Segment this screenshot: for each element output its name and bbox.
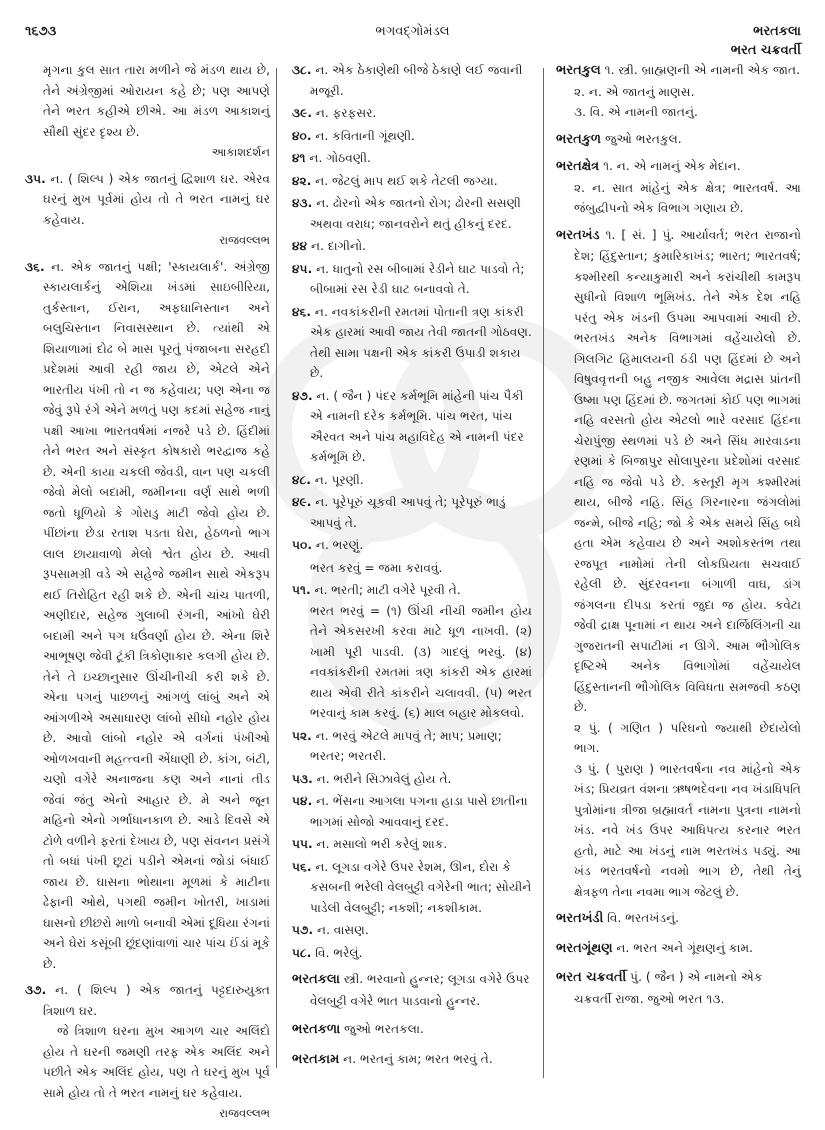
sense-number: ૫૩. — [292, 771, 313, 786]
sense-text: ન. ધાતુનો રસ બીબામાં રેડીને ઘાટ પાડવો તે; બીબામાં રસ રેડી ઘાટ બનાવવો તે. — [310, 261, 525, 296]
sense-entry — [292, 857, 532, 919]
sense-text: વિ. ભરેલું. — [315, 945, 363, 960]
headword-entry — [292, 969, 532, 1011]
sense-number: ૪૧ — [292, 151, 306, 165]
definition-text: પું. ( જૈન ) એ નામનો એક ચક્રવર્તી રાજા. જુઓ ભરત ૧૩. — [574, 970, 763, 1006]
sense-number: ૪૩. — [292, 196, 313, 210]
sense-text: ન. વાસણ. — [316, 923, 369, 937]
sense-entry — [292, 470, 532, 491]
sense-text: ન. જેટલું માપ થઈ શકે તેટલી જગ્યા. — [315, 173, 498, 188]
headword-entry-bharatkshetra — [556, 156, 801, 219]
sense-entry — [292, 148, 532, 169]
headword-entry — [556, 938, 801, 960]
sense-number: ૩૬. — [25, 259, 45, 274]
sense-number: ૪૬. — [292, 304, 312, 319]
sense-number: ૩૮. — [292, 63, 312, 77]
sense-text: ન. ભરીને સિઝાવેલું હોય તે. — [316, 771, 452, 786]
sense-text: ન. ( જૈન ) પંદર કર્મભૂમિ માંહેની પાંચ પૈકી એ નામની દરેક કર્મભૂમિ. પાંચ ભરત, પાંચ ઐરવત અને પાંચ મહાવિદેહ એ નામની પંદર કર્મભૂમિ છે. — [310, 388, 524, 464]
sense-entry — [292, 386, 532, 468]
sense-number: ૩૭. — [25, 983, 47, 997]
headword: ભરતકલા — [292, 972, 340, 987]
headword-entry — [556, 908, 801, 930]
sense-entry — [292, 103, 532, 124]
citation-source: રાજવલ્લભ — [219, 233, 270, 247]
page-number: ૧૬૭૩ — [25, 24, 57, 39]
sense-entry-51 — [292, 580, 532, 601]
sense-text: ૧. [ સં. ] પું. આર્યાવર્ત; ભરત રાજાનો દેશ; હિંદુસ્તાન; કુમારિકાખંડ; ભારત; ભારતવર્ષ; કશ્મીરથી કન્યાકુમારી અને કરાંચીથી કામરૂપ સુધીનો વિશાળ ભૂમિખંડ. તેને એક દેશ નહિ પરંતુ એક ખંડની ઉપમા આપવામાં આવી છે. ભરતખંડ અનેક વિભાગમાં વહેંચાયેલો છે. ગિલગિટ હિમાલયની ઠંડી પણ હિંદમાં છે અને વિષુવવૃત્તની બહુ નજીક આવેલા મદ્રાસ પ્રાંતની ઉષ્મા પણ હિંદમાં છે. જગતમાં કોઈ પણ ભાગમાં નહિ વરસતો હોય એટલો ભારે વરસાદ હિંદના ચેરાપુંજી સ્થળમાં પડે છે અને સિંધ મારવાડના રણમાં કે બિજાપુર સોલાપુરના પ્રદેશોમાં વરસાદ નહિ જ જેવો પડે છે. કસ્તૂરી મૃગ કશ્મીરમાં થાય, બીજે નહિ. સિંહ ગિરનારના જંગલોમાં જન્મે, બીજે નહિ; જો કે એક સમયે સિંહ બધે હતા એમ કહેવાય છે અને અશોકસ્તંભ તથા રજપૂત નામોમાં તેની લોકપ્રિયતા સચવાઈ રહેલી છે. સુંદરવનના બંગાળી વાઘ, ડાંગ જંગલના દીપડા કરતાં જુદા જ હોય. કવેટા જેવી દ્રાક્ષ પૂનામાં ન થાય અને દાર્જિલિંગની ચા ગુજરાતની સપાટીમાં ન ઊગે. આમ ભૌગોલિક દૃષ્ટિએ અનેક વિભાગોમાં વહેંચાયેલ હિંદુસ્તાનની ભૌગોલિક વિવિધતા સમજવી કઠણ છે. — [574, 227, 801, 714]
definition-text: જુઓ ભરતકલા. — [344, 1022, 424, 1036]
sense-text: ૧. સ્ત્રી. બ્રાહ્મણની એ નામની એક જાત. — [604, 63, 800, 77]
sense-text: ન. દાગીનો. — [311, 239, 367, 253]
sense-text: ન. ભેંસના આગલા પગના હાડા પાસે છાતીના ભાગમાં સોજો આવવાનું દરદ. — [310, 794, 528, 829]
sense-text: ૨ પું. ( ગણિત ) પરિઘનો જ્યાથી છેદાયેલો ભાગ. — [574, 720, 801, 755]
column-middle — [292, 60, 532, 1078]
sense-number: ૪૪ — [292, 239, 308, 253]
sense-entry — [292, 60, 532, 101]
sense-text: ન. પૂરણી. — [314, 472, 364, 487]
sense-text: ન. કવિતાની ગૂંથણી. — [315, 128, 415, 143]
sense-text: ન. પૂરેપૂરું ચૂકવી આપવું તે; પૂરેપૂરું ભાડું આપવું તે. — [310, 495, 506, 530]
headword: ભરતગૂંથણ — [556, 940, 613, 956]
sense-entry — [292, 126, 532, 147]
sense-entry-37 — [25, 980, 270, 1124]
sense-number: ૪૯. — [292, 495, 312, 509]
sense-number: ૪૭. — [292, 388, 313, 403]
sense-text: ૨. ન. એ જાતનું માણસ. — [574, 84, 695, 99]
sense-text: ન. નવકાંકરીની રમતમાં પોતાની ત્રણ કાંકરી એક હારમાં આવી જાય તેવી જાતની ગોઠવણ. તેથી સામા પક્ષની એક કાંકરી ઉપાડી શકાય છે. — [310, 304, 532, 380]
sense-entry-36 — [25, 257, 270, 975]
guide-last-word: ભરત ચક્રવર્તી — [730, 43, 801, 58]
sense-number: ૪૮. — [292, 472, 311, 487]
sense-number: ૫૪. — [292, 794, 313, 808]
guide-first-word: ભરતકલા — [753, 24, 801, 39]
cross-reference: જુઓ ભરતકુલ. — [604, 131, 682, 146]
headword: ભરતખંડી — [556, 911, 604, 926]
headword: ભરતક્ષેત્ર — [556, 159, 600, 174]
sense-text: ન. એક જાતનું પક્ષી; 'સ્કાયલાર્ક'. અંગ્રેજી સ્કાયલાર્કનું એશિયા ખંડમાં સાઇબીરિયા, તુર્કસ્તાન, ઈરાન, અફઘાનિસ્તાન અને બલુચિસ્તાન નિવાસસ્થાન છે. ત્યાંથી એ શિયાળામાં દોઢ બે માસ પૂરતું પંજાબના સરહદી પ્રદેશમાં આવી રહી જાય છે, એટલે એને ભારતીય પંખી તો ન જ કહેવાય; પણ એના જ જેવું રૂપે રંગે એને મળતું પણ કદમાં સહેજ નાનું પક્ષી આખા ભારતવર્ષમાં નજરે પડે છે. હિંદીમાં તેને ભરત અને સંસ્કૃત કોષકારો ભરદ્વાજ કહે છે. એની કાયા ચકલી જેવડી, વાન પણ ચકલી જેવો મેલો બદામી, જમીનના વર્ણ સાથે ભળી જતો ધૂળિયો કે ગોરાડુ માટી જેવો હોય છે. પીંછાંના છેડા રતાશ પડતા ઘેરા, હેઠળનો ભાગ લાલ છાયાવાળો મેલો શ્વેત હોય છે. આવી રૂપસામગ્રી વડે એ સહેજે જમીન સાથે એકરૂપ થઈ તિરોહિત રહી શકે છે. એની ચાંચ પાતળી, અણીદાર, સહેજ ગુલાબી રંગની, આંખો ઘેરી બદામી અને પગ ધઉંવર્ણા હોય છે. એના શિરે આભૂષણ જેવી ટૂંકી ત્રિકોણાકાર કલગી હોય છે. તેને તે ઇચ્છાનુસાર ઊંચીનીચી કરી શકે છે. એના પગનું પાછળનું આંગળું લાંબું અને એ આંગળીએ અસાધારણ લાંબો સીધો નહોર હોય છે. આવો લાંબો નહોર એ વર્ગનાં પંખીઓ ઓળખવાની મહત્ત્વની એંધાણી છે. કાંગ, બંટી, ચણો વગેરે અનાજના કણ અને નાનાં તીડ જેવાં જંતુ એનો આહાર છે. મે અને જૂન મહિનો એનો ગર્ભાધાનકાળ છે. આડે દિવસે એ ટોળે વળીને ફરતાં દેખાય છે, પણ સંવનન પ્રસંગે તો બધાં પંખી છૂટાં પડીને એમનાં જોડાં બંધાઈ જાય છે. ઘાસના ભોથાના મૂળમાં કે માટીના ઢેફાની ઓથે, પગથી જમીન ખોતરી, ખાડામાં ઘાસનો છીછરો માળો બનાવી એમાં દૂધિયા રંગનાં અને ઘેરાં કસૂંબી છૂંદણાંવાળાં ચાર પાંચ ઈંડાં મૂકે છે. — [43, 259, 270, 971]
headword: ભરતખંડ — [556, 227, 600, 243]
sense-entry — [292, 769, 532, 790]
headword-entry — [292, 1049, 532, 1071]
headword-entry — [292, 1019, 532, 1041]
headword-entry — [556, 967, 801, 1009]
sense-text: ન. ભરવું એટલે માપવું તે; માપ; પ્રમાણ; ભરતર; ભરતરી. — [310, 728, 502, 763]
headword-entry-bharatkul-alt — [556, 129, 801, 151]
headword-entry-bharatkhand — [556, 225, 801, 903]
sense-text: ૨. ન. સાત માંહેનું એક ક્ષેત્ર; ભારતવર્ષ. આ જંબુદ્વીપનો એક વિભાગ ગણાય છે. — [574, 180, 801, 215]
sense-entry — [292, 726, 532, 767]
citation-source: આકાશદર્શન — [211, 145, 270, 159]
sense-text: ન. ભરણું. — [315, 538, 364, 552]
sense-text: ન. એક ઠેકાણેથી બીજે ઠેકાણે લઈ જવાની મજૂરી. — [310, 63, 523, 98]
running-title: ભગવદ્ગોમંડલ — [375, 24, 450, 39]
sense-number: ૪૫. — [292, 261, 313, 276]
sense-entry — [292, 535, 532, 556]
sense-entry — [292, 236, 532, 257]
sense-number: ૩૯. — [292, 106, 312, 120]
sense-number: ૫૭. — [292, 923, 314, 937]
sense-entry — [292, 943, 532, 964]
headword: ભરતકળા — [292, 1022, 341, 1037]
headword: ભરતકામ — [292, 1051, 340, 1067]
citation-source: રાજવલ્લભ — [219, 1106, 270, 1120]
sense-entry — [292, 171, 532, 192]
sense-text: ન. ( શિલ્પ ) એક જાતનું દ્વિશાળ ઘર. એરવ ઘરનું મુખ પૂર્વમાં હોય તો તે ભરત નામનું ઘર કહેવાય. — [43, 171, 271, 227]
sense-number: ૪૦. — [292, 128, 312, 143]
sense-number: ૫૮. — [292, 945, 312, 960]
column-divider — [543, 68, 544, 1078]
definition-text: ન. ભરતનું કામ; ભરત ભરવું તે. — [343, 1051, 493, 1066]
definition-text: ન. ભરત અને ગૂંથણનું કામ. — [616, 940, 753, 955]
column-right — [556, 36, 801, 1017]
quotation: જે ત્રિશાળ ઘરના મુખ આગળ ચાર અલિંદો હોય તે ઘરની જમણી તરફ એક અલિંદ અને પછીતે એક અલિંદ હોય, પણ તે ઘરનું મુખ પૂર્વ સામે હોય તો તે ભરત નામનું ઘર કહેવાય. — [43, 1024, 270, 1100]
sense-entry — [292, 492, 532, 533]
definition-text: સ્ત્રી. ભરવાનો હુન્નર; લૂગડા વગેરે ઉપર વેલબુટ્ટી વગેરે ભાત પાડવાનો હુન્નર. — [310, 972, 530, 1008]
headword: ભરતકુળ — [556, 131, 602, 147]
sense-number: ૫૫. — [292, 837, 313, 851]
sense-number: ૩૫. — [25, 171, 46, 186]
column-divider — [276, 68, 277, 1068]
entry-text: મૃગના કુલ સાત તારા મળીને જે મંડળ થાય છે, તેને અંગ્રેજીમાં ઓરાયન કહે છે; પણ આપણે તેને ભરત કહીએ છીએ. આ મંડળ આકાશનું સૌથી સુંદર દૃશ્ય છે. — [43, 63, 270, 139]
sense-entry — [292, 834, 532, 855]
sense-number: ૪૨. — [292, 173, 312, 188]
sense-text: ન. લૂગડા વગેરે ઉપર રેશમ, ઊન, દોરા કે કસબની ભરેલી વેલબુટ્ટી વગેરેની ભાત; સોયીને પાડેલી વેલબુટ્ટી; નકશી; નકશીકામ. — [310, 859, 532, 915]
sub-phrase: ભરત કરવું = જમા કરાવવું. — [310, 560, 443, 575]
sense-text: ન. ગોઠવણી. — [309, 151, 371, 165]
sub-phrase: ભરત ભરવું = (૧) ઊંચી નીચી જમીન હોય તેને એકસરખી કરવા માટે ધૂળ નાખવી. (૨) ખામી પૂરી પાડવી. (૩) ગાદલું ભરવું. (૪) નવકાંકરીની રમતમાં ત્રણ કાંકરી એક હારમાં થાય એવી રીતે કાંકરીને ચલાવવી. (૫) ભરત ભરવાનું કામ કરવું. (૬) માલ બહાર મોકલવો. — [310, 603, 532, 720]
definition-text: વિ. ભરતખંડનું. — [607, 911, 680, 925]
sense-entry — [292, 791, 532, 832]
headword-entry-bharatkul — [556, 60, 801, 123]
sense-entry — [292, 193, 532, 234]
sense-number: ૫૬. — [292, 859, 312, 874]
sense-number: ૫૧. — [292, 583, 311, 597]
sense-entry — [292, 259, 532, 300]
headword: ભરતકુલ — [556, 63, 601, 78]
headword: ભરત ચક્રવર્તી — [556, 970, 627, 985]
sense-text: ન. ( શિલ્પ ) એક જાતનું પટ્ટદારુયુક્ત ત્રિશાળ ઘર. — [43, 983, 271, 1018]
sense-number: ૫૦. — [292, 538, 312, 552]
sense-text: ૩. વિ. એ નામની જાતનું. — [574, 105, 698, 119]
sense-number: ૫૨. — [292, 728, 312, 743]
sense-entry — [292, 302, 532, 384]
sense-text: ન. ઢોરનો એક જાતનો રોગ; ઢોરની સસણી અથવા વરાધ; જાનવરોને થતું હીકનું દરદ. — [310, 196, 521, 231]
sense-text: ૩ પું. ( પુરાણ ) ભારતવર્ષના નવ માંહેનો એક ખંડ; પ્રિયવ્રત વંશના ઋષભદેવના નવ ખંડાધિપતિ પુત્રોમાંના ત્રીજા બ્રહ્માવર્ત નામના પુત્રના નામનો ખંડ. નવે ખંડ ઉપર આધિપત્ય કરનાર ભરત હતો, માટે આ ખંડનું નામ ભરતખંડ પડ્યું. આ ખંડ ભરતવર્ષનો નવમો ભાગ છે, તેથી તેનું ક્ષેત્રફળ તેના નવમા ભાગ જેટલું છે. — [574, 761, 801, 899]
entry-continuation — [25, 60, 270, 163]
sense-text: ન. ફરફસર. — [315, 106, 377, 120]
sense-text: ૧. ન. એ નામનું એક મેદાન. — [603, 159, 741, 173]
sense-text: ન. મસાલો ભરી કરેલું શાક. — [316, 837, 448, 851]
sense-entry — [292, 920, 532, 941]
sense-entry-35 — [25, 169, 270, 251]
column-left — [25, 60, 270, 1130]
sense-text: ન. ભરતી; માટી વગેરે પૂરવી તે. — [314, 583, 461, 597]
